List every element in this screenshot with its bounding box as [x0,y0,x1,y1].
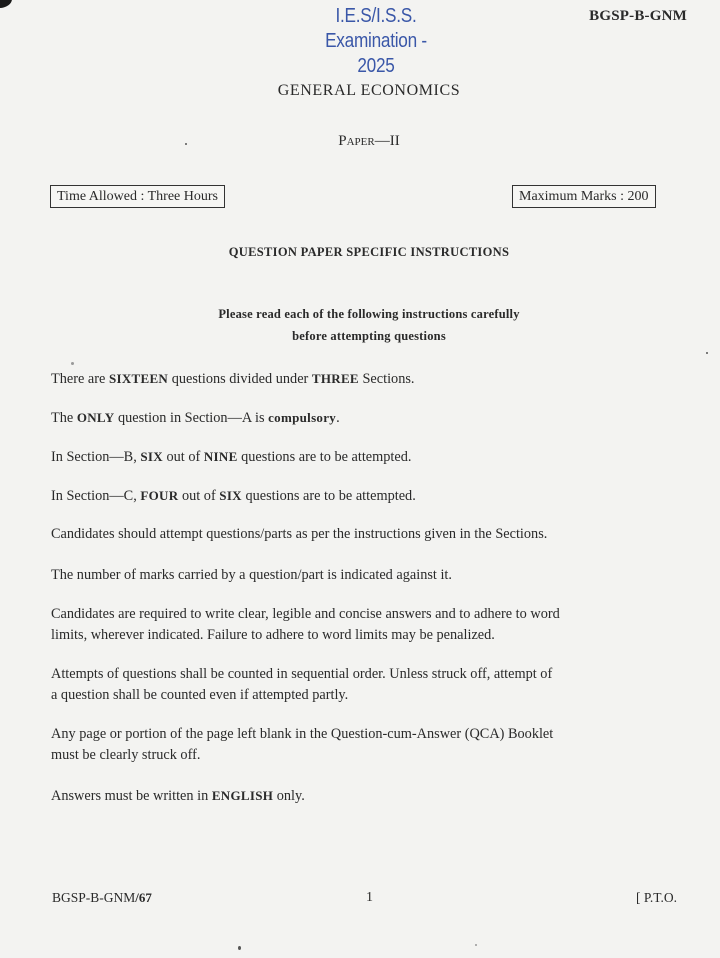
instr-text: The [51,410,77,426]
instr-text: out of [162,449,204,465]
instr-text: only. [273,788,305,804]
paper-number [0,133,720,150]
paper-first-letter: P [338,133,347,149]
time-allowed-box: Time Allowed : Three Hours [50,185,225,208]
read-note-line2: before attempting questions [292,329,446,343]
instr-text: . [336,410,340,426]
paper-speck [71,362,74,365]
instr-emphasis: compulsory [268,410,337,425]
maximum-marks-box: Maximum Marks : 200 [512,185,656,208]
instr-emphasis: FOUR [140,488,179,503]
instr-text: questions are to be attempted. [241,488,416,504]
instr-emphasis: ENGLISH [211,788,274,803]
instruction-section-b [51,446,696,468]
instr-text: questions divided under [168,371,312,387]
instr-text: questions are to be attempted. [237,449,412,465]
instr-text: In Section—B, [51,449,141,465]
paper-speck [706,352,708,354]
corner-punch-mark [0,0,12,8]
footer-code-suffix: /67 [135,890,152,905]
instr-line: must be clearly struck off. [51,747,201,763]
instr-emphasis: SIXTEEN [108,371,169,386]
instruction-attempt-parts: Candidates should attempt questions/parts as per the instructions given in the Sections. [51,526,548,542]
instr-line: Any page or portion of the page left blank in the Question-cum-Answer (QCA) Booklet [51,726,554,742]
paper-roman: —II [374,133,400,149]
instr-text: Answers must be written in [51,788,212,804]
exam-stamp [316,4,436,79]
paper-speck [185,143,187,145]
instruction-question-count [51,368,696,390]
instr-text: There are [51,371,109,387]
instructions-heading: QUESTION PAPER SPECIFIC INSTRUCTIONS [228,245,510,259]
exam-stamp-line1: I.E.S/I.S.S. [335,5,417,27]
instruction-blank-pages [51,724,696,766]
instruction-section-c [51,485,696,507]
instr-text: Sections. [358,371,415,387]
subject-title: GENERAL ECONOMICS [277,82,461,99]
instruction-word-limits [51,604,696,646]
instr-line: Attempts of questions shall be counted in sequential order. Unless struck off, attempt of [51,666,553,682]
instr-emphasis: NINE [203,449,238,464]
pto-note: [ P.T.O. [636,890,678,905]
instr-emphasis: ONLY [76,410,115,425]
read-note-line1: Please read each of the following instructions carefully [218,307,520,321]
instr-line: limits, wherever indicated. Failure to adhere to word limits may be penalized. [51,627,495,643]
exam-stamp-line2: Examination - 2025 [325,30,427,77]
instr-text: In Section—C, [51,488,141,504]
footer-paper-code [52,890,152,906]
instr-text: question in Section—A is [114,410,269,426]
paper-speck [475,944,477,946]
instr-text: out of [178,488,220,504]
instruction-sequential-order [51,664,696,706]
instr-line: a question shall be counted even if attempted partly. [51,687,349,703]
instr-line: Candidates are required to write clear, legible and concise answers and to adhere to word [51,606,560,622]
paper-code: BGSP-B-GNM [589,8,687,24]
read-carefully-note [0,303,720,347]
instr-emphasis: SIX [140,449,163,464]
footer-code-prefix: BGSP-B-GNM [52,890,136,905]
instr-emphasis: THREE [311,371,359,386]
instruction-section-a [51,407,696,429]
paper-small-caps: APER [346,136,375,148]
page-number: 1 [366,890,373,905]
instr-emphasis: SIX [219,488,242,503]
instruction-marks: The number of marks carried by a question/part is indicated against it. [51,567,452,583]
paper-speck [238,946,241,950]
instruction-language [51,785,696,807]
